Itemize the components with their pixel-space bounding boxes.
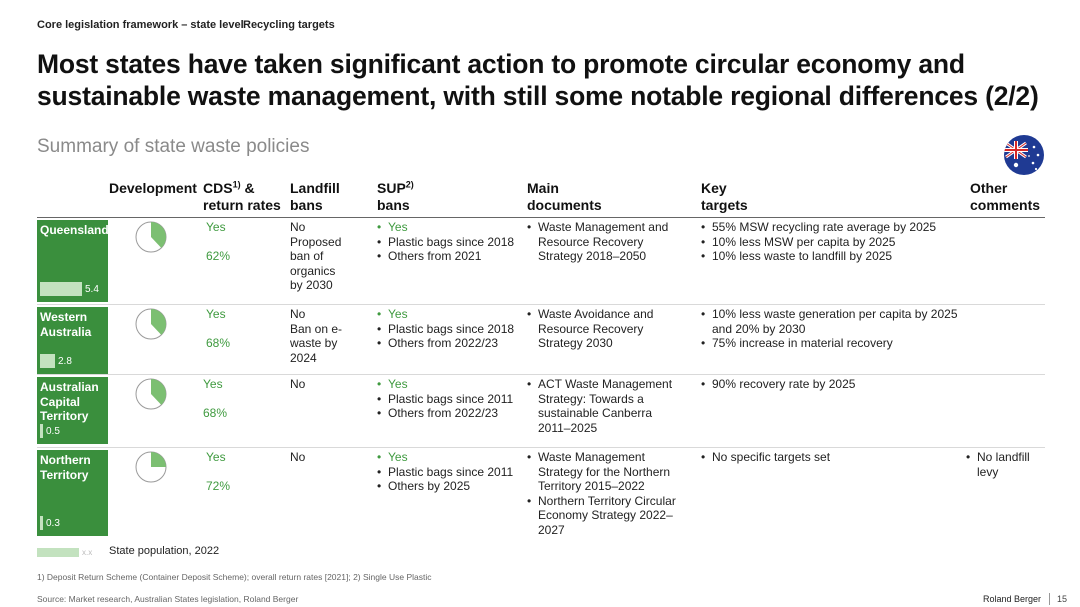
breadcrumb-section: Core legislation framework – state level <box>37 19 244 31</box>
list-item: • Others from 2022/23 <box>377 406 522 421</box>
breadcrumb-topic: Recycling targets <box>243 19 335 31</box>
header-divider <box>37 217 1045 218</box>
list-item: • Waste Management and Resource Recovery Strategy 2018–2050 <box>527 220 687 264</box>
landfill-bans <box>290 450 370 465</box>
cds-status: Yes <box>203 377 223 391</box>
main-documents-cell <box>527 377 687 435</box>
list-item: • Plastic bags since 2018 <box>377 322 522 337</box>
development-pie <box>135 378 167 410</box>
targets-list <box>701 220 966 264</box>
header-sup-bans: SUP$^{2)}$ bans <box>377 179 414 213</box>
list-item: • Waste Management Strategy for the Northern Territory 2015–2022 <box>527 450 687 494</box>
landfill-line: waste by <box>290 336 338 351</box>
landfill-line: by 2030 <box>290 278 333 293</box>
list-item: • Yes <box>377 377 522 392</box>
population-value: 0.3 <box>46 518 60 529</box>
landfill-line: No <box>290 220 306 234</box>
header-landfill-bans: Landfill bans <box>290 180 340 213</box>
key-targets-cell <box>701 377 966 392</box>
documents-list <box>527 307 687 351</box>
sup-bans-cell <box>377 450 522 494</box>
brand-name: Roland Berger <box>983 594 1042 604</box>
list-item: • Yes <box>377 220 522 235</box>
landfill-line: organics <box>290 263 336 278</box>
population-value: 0.5 <box>46 426 60 437</box>
state-box <box>37 377 108 444</box>
list-item: • Plastic bags since 2011 <box>377 465 522 480</box>
sup-bans-cell <box>377 220 522 264</box>
row-divider <box>37 374 1045 375</box>
state-name: Northern Territory <box>40 453 91 482</box>
key-targets-cell <box>701 220 966 264</box>
header-key-targets: Key targets <box>701 180 748 213</box>
legend-placeholder: x.x <box>82 548 93 557</box>
header-main-documents: Main documents <box>527 180 602 213</box>
australia-flag-icon <box>1004 135 1044 175</box>
list-item: • Northern Territory Circular Economy Strategy 2022–2027 <box>527 494 687 538</box>
list-item: • ACT Waste Management Strategy: Towards a sustainable Canberra 2011–2025 <box>527 377 687 435</box>
list-item: • No specific targets set <box>701 450 966 465</box>
page-separator <box>1049 593 1050 605</box>
list-item: • Plastic bags since 2018 <box>377 235 522 250</box>
sup-bans-list <box>377 220 522 264</box>
landfill-line: No <box>290 377 306 391</box>
header-cds: CDS$^{1)}$ & return rates <box>203 179 281 213</box>
sup-bans-cell <box>377 377 522 421</box>
population-bar <box>40 516 43 530</box>
main-documents-cell <box>527 450 687 538</box>
cds-status: Yes <box>206 450 226 464</box>
key-targets-cell <box>701 307 966 351</box>
key-targets-cell <box>701 450 966 465</box>
population-value: 5.4 <box>85 284 99 295</box>
footnote: 1) Deposit Return Scheme (Container Deposit Scheme); overall return rates [2021]; 2) Single Use Plastic <box>37 572 432 582</box>
list-item: • 10% less waste to landfill by 2025 <box>701 249 966 264</box>
development-pie <box>135 221 167 253</box>
list-item: • Others by 2025 <box>377 479 522 494</box>
row-divider <box>37 447 1045 448</box>
list-item: • Others from 2022/23 <box>377 336 522 351</box>
landfill-bans <box>290 307 370 365</box>
landfill-line: ban of <box>290 249 324 264</box>
other-comments-cell <box>966 450 1044 479</box>
population-value: 2.8 <box>58 356 72 367</box>
header-other-comments: Other comments <box>970 180 1041 213</box>
list-item: • Yes <box>377 450 522 465</box>
list-item: • 90% recovery rate by 2025 <box>701 377 966 392</box>
return-rate: 72% <box>206 479 231 493</box>
landfill-line: Ban on e- <box>290 321 343 336</box>
row-divider <box>37 304 1045 305</box>
landfill-line: 2024 <box>290 350 317 365</box>
list-item: • 75% increase in material recovery <box>701 336 966 351</box>
return-rate: 68% <box>203 406 228 420</box>
header-development: Development <box>109 180 197 196</box>
sup-bans-list <box>377 307 522 351</box>
main-documents-cell <box>527 307 687 351</box>
targets-list <box>701 450 966 465</box>
other-comments-list <box>966 450 1044 479</box>
cds-status: Yes <box>206 307 226 321</box>
documents-list <box>527 220 687 264</box>
landfill-line: Proposed <box>290 234 342 249</box>
targets-list <box>701 307 966 351</box>
list-item: • Waste Avoidance and Resource Recovery Strategy 2030 <box>527 307 687 351</box>
legend-population-swatch <box>37 548 79 557</box>
cds-status: Yes <box>206 220 226 234</box>
page-title: Most states have taken significant action to promote circular economy and sustainable waste management, with still some notable regional differences (2/2) <box>37 49 1039 111</box>
landfill-line: No <box>290 450 306 464</box>
development-pie <box>135 308 167 340</box>
state-box <box>37 450 108 536</box>
documents-list <box>527 450 687 538</box>
list-item: • 55% MSW recycling rate average by 2025 <box>701 220 966 235</box>
list-item: • 10% less MSW per capita by 2025 <box>701 235 966 250</box>
sup-bans-list <box>377 377 522 421</box>
landfill-bans <box>290 377 370 392</box>
state-box <box>37 220 108 302</box>
documents-list <box>527 377 687 435</box>
list-item: • 10% less waste generation per capita by 2025 and 20% by 2030 <box>701 307 966 336</box>
list-item: • Plastic bags since 2011 <box>377 392 522 407</box>
population-bar <box>40 354 55 368</box>
landfill-line: No <box>290 307 306 321</box>
legend-label: State population, 2022 <box>109 545 220 557</box>
population-bar <box>40 282 82 296</box>
state-name: Western Australia <box>40 310 92 339</box>
state-name: Australian Capital Territory <box>40 380 99 423</box>
population-bar <box>40 424 43 438</box>
targets-list <box>701 377 966 392</box>
section-subtitle: Summary of state waste policies <box>37 136 310 157</box>
return-rate: 68% <box>206 336 231 350</box>
list-item: • Yes <box>377 307 522 322</box>
main-documents-cell <box>527 220 687 264</box>
sup-bans-list <box>377 450 522 494</box>
page-number: 15 <box>1057 594 1068 604</box>
list-item: • No landfill levy <box>966 450 1044 479</box>
state-name: Queensland <box>40 223 109 237</box>
state-box <box>37 307 108 374</box>
source-note: Source: Market research, Australian States legislation, Roland Berger <box>37 594 299 604</box>
development-pie <box>135 451 167 483</box>
list-item: • Others from 2021 <box>377 249 522 264</box>
sup-bans-cell <box>377 307 522 351</box>
landfill-bans <box>290 220 370 293</box>
return-rate: 62% <box>206 249 231 263</box>
